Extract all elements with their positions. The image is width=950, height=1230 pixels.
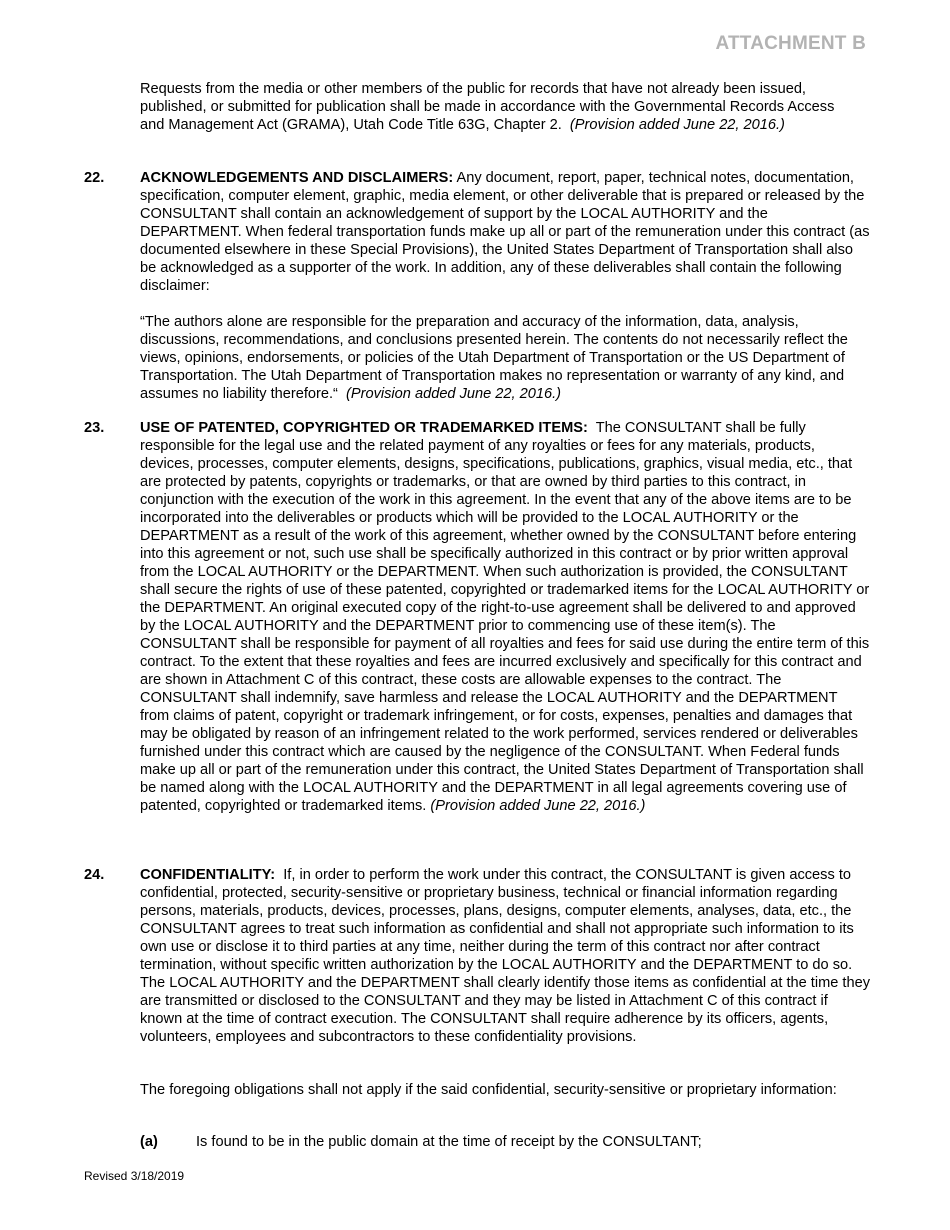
revised-date: Revised 3/18/2019: [84, 1169, 185, 1183]
section-24-number: 24.: [84, 867, 105, 883]
section-23-text: The CONSULTANT shall be fully responsible for the legal use and the related payment of any royalties or fees for any materials, products, devices, processes, computer elements, designs, specifications, publications, graphics, visual media, etc., that are protected by patents, copyrights or trademarks, or that are owned by third parties to this contract, in conjunction with the execution of the work in this agreement. In the event that any of the above items are to be incorporated into the deliverables or products which will be provided to the LOCAL AUTHORITY or the DEPARTMENT as a result of the work of this agreement, whether owned by the CONSULTANT before entering into this agreement or not, such use shall be specifically authorized in this contract or by prior written approval from the LOCAL AUTHORITY or the DEPARTMENT. When such authorization is provided, the CONSULTANT shall secure the rights of use of these patented, copyrighted or trademarked items for the LOCAL AUTHORITY or the DEPARTMENT. An original executed copy of the right-to-use agreement shall be delivered to and approved by the LOCAL AUTHORITY and the DEPARTMENT prior to commencing use of these item(s). The CONSULTANT shall be responsible for payment of all royalties and fees for said use during the entire term of this contract. To the extent that these royalties and fees are incurred exclusively and specifically for this contract and are shown in Attachment C of this contract, these costs are allowable expenses to the contract. The CONSULTANT shall indemnify, save harmless and release the LOCAL AUTHORITY and the DEPARTMENT from claims of patent, copyright or trademark infringement, or for costs, expenses, penalties and damages that may be obligated by reason of an infringement related to the work performed, services rendered or deliverables furnished under this contract which are caused by the negligence of the CONSULTANT. When Federal funds make up all or part of the remuneration under this contract, the United States Department of Transportation shall be named along with the LOCAL AUTHORITY and the DEPARTMENT in all legal agreements covering use of patented, copyrighted or trademarked items.: [140, 420, 870, 814]
section-24-paragraph: [140, 866, 870, 1046]
section-22-text: Any document, report, paper, technical notes, documentation, specification, computer element, graphic, media element, or other deliverable that is prepared or released by the CONSULTANT shall contain an acknowledgement of support by the LOCAL AUTHORITY and the DEPARTMENT. When federal transportation funds make up all or part of the remuneration under this contract (as documented elsewhere in these Special Provisions), the United States Department of Transportation shall also be acknowledged as a supporter of the work. In addition, any of these deliverables shall contain the following disclaimer:: [140, 170, 870, 294]
section-22-disclaimer: [140, 313, 870, 403]
section-24-text: If, in order to perform the work under this contract, the CONSULTANT is given access to confidential, protected, security-sensitive or proprietary business, technical or financial information regarding persons, materials, products, devices, processes, plans, designs, computer elements, analyses, data, etc., the CONSULTANT agrees to treat such information as confidential and shall not appropriate such information to its own use or disclose it to third parties at any time, neither during the term of this contract nor after contract termination, without specific written authorization by the LOCAL AUTHORITY and the DEPARTMENT to do so. The LOCAL AUTHORITY and the DEPARTMENT shall clearly identify those items as confidential at the time they are transmitted or disclosed to the CONSULTANT and they may be listed in Attachment C of this contract if known at the time of contract execution. The CONSULTANT shall require adherence by its officers, agents, volunteers, employees and subcontractors to these confidentiality provisions.: [140, 867, 870, 1045]
section-22-paragraph: [140, 169, 870, 295]
item-a-label: (a): [140, 1134, 158, 1150]
section-23-paragraph: [140, 419, 870, 815]
section-23-number: 23.: [84, 420, 105, 436]
section-23-provision: (Provision added June 22, 2016.): [430, 798, 646, 814]
attachment-label: ATTACHMENT B: [715, 33, 866, 54]
section-22-quote: “The authors alone are responsible for the preparation and accuracy of the information, data, analysis, discussions, recommendations, and conclusions presented herein. The contents do not necessarily reflect the views, opinions, endorsements, or policies of the Utah Department of Transportation or the US Department of Transportation. The Utah Department of Transportation makes no representation or warranty of any kind, and assumes no liability therefore.“: [140, 314, 848, 402]
section-24-foregoing: The foregoing obligations shall not apply if the said confidential, security-sensitive or proprietary information:: [140, 1082, 837, 1098]
intro-paragraph: [140, 80, 855, 134]
intro-provision: (Provision added June 22, 2016.): [569, 117, 785, 133]
section-24-title: CONFIDENTIALITY:: [140, 867, 276, 883]
item-a-text: Is found to be in the public domain at the time of receipt by the CONSULTANT;: [196, 1134, 702, 1150]
section-22-provision: (Provision added June 22, 2016.): [346, 386, 562, 402]
section-22-number: 22.: [84, 170, 105, 186]
section-23-title: USE OF PATENTED, COPYRIGHTED OR TRADEMARKED ITEMS:: [140, 420, 588, 436]
intro-text: Requests from the media or other members of the public for records that have not already been issued, published, or submitted for publication shall be made in accordance with the Governmental Records Access and Management Act (GRAMA), Utah Code Title 63G, Chapter 2.: [140, 81, 835, 133]
section-22-title: ACKNOWLEDGEMENTS AND DISCLAIMERS:: [140, 170, 454, 186]
